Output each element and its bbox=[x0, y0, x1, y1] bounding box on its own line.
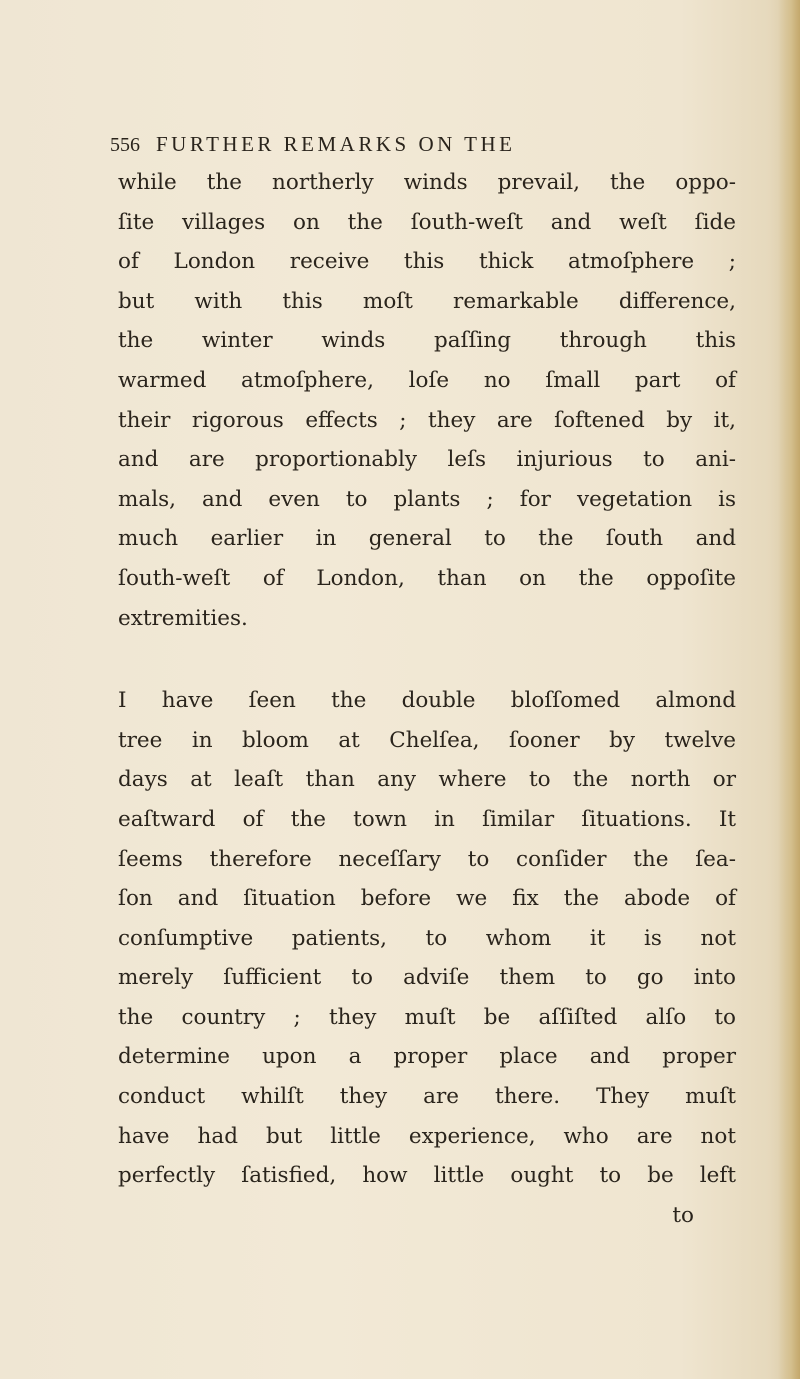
running-title: FURTHER REMARKS ON THE bbox=[156, 132, 516, 156]
text-line: ſite villages on the ſouth-weſt and weſt ſide bbox=[118, 209, 736, 235]
text-line: extremities. bbox=[118, 605, 248, 631]
paragraph-gap bbox=[118, 638, 736, 681]
text-line: their rigorous effects ; they are ſoftened by it, bbox=[118, 407, 736, 433]
text-line: the country ; they muſt be aſſiſted alſo to bbox=[118, 1004, 736, 1030]
running-header bbox=[110, 132, 710, 162]
text-line: conſumptive patients, to whom it is not bbox=[118, 925, 736, 951]
catchword: to bbox=[672, 1202, 694, 1228]
text-line: much earlier in general to the ſouth and bbox=[118, 526, 736, 552]
text-line: while the northerly winds prevail, the oppo- bbox=[118, 170, 736, 195]
body-text bbox=[118, 163, 736, 1235]
text-line: of London receive this thick atmoſphere ; bbox=[118, 249, 736, 275]
text-line: ſon and ſituation before we fix the abode of bbox=[118, 886, 736, 912]
text-line: conduct whilſt they are there. They muſt bbox=[118, 1084, 736, 1110]
text-line: tree in bloom at Chelſea, ſooner by twelve bbox=[118, 727, 736, 753]
text-line: ſeems therefore neceſſary to conſider the ſea- bbox=[118, 846, 736, 872]
text-line: ſouth-weſt of London, than on the oppoſite bbox=[118, 565, 736, 591]
text-line: perfectly ſatisfied, how little ought to be left bbox=[118, 1163, 736, 1189]
text-line: merely ſufficient to adviſe them to go into bbox=[118, 965, 736, 991]
text-line: determine upon a proper place and proper bbox=[118, 1044, 736, 1070]
text-line: and are proportionably leſs injurious to ani- bbox=[118, 447, 736, 473]
paragraph-2 bbox=[118, 681, 736, 1196]
text-line: days at leaſt than any where to the north or bbox=[118, 767, 736, 793]
page-edge-shadow bbox=[778, 0, 800, 1379]
page-number: 556 bbox=[110, 134, 140, 156]
text-line: eaſtward of the town in ſimilar ſituations. It bbox=[118, 806, 736, 832]
text-line: warmed atmoſphere, loſe no ſmall part of bbox=[118, 367, 736, 393]
text-line: but with this moſt remarkable difference, bbox=[118, 288, 736, 314]
text-line: I have ſeen the double bloſſomed almond bbox=[118, 688, 736, 714]
text-line: the winter winds paſſing through this bbox=[118, 328, 736, 354]
paragraph-1 bbox=[118, 163, 736, 638]
text-line: mals, and even to plants ; for vegetation is bbox=[118, 486, 736, 512]
text-line: have had but little experience, who are not bbox=[118, 1123, 736, 1149]
